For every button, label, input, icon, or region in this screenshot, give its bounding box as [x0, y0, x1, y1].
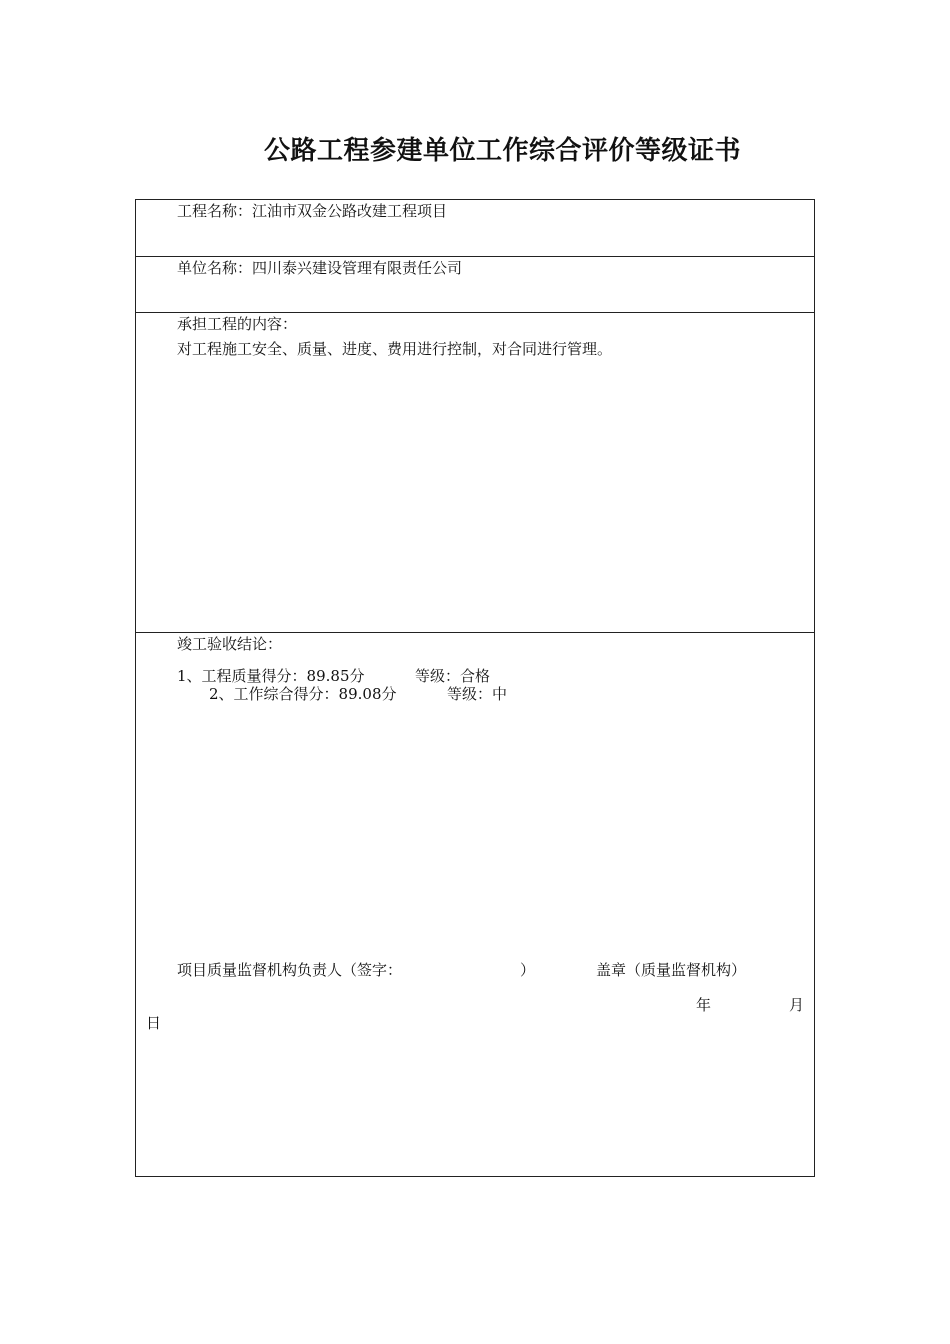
signature-close: ） — [520, 961, 536, 979]
unit-name-label: 单位名称： — [177, 259, 253, 277]
project-name-row — [136, 200, 814, 257]
page-title: 公路工程参建单位工作综合评价等级证书 — [263, 136, 741, 166]
conclusion-row — [136, 633, 814, 1176]
quality-score: 1、工程质量得分：89.85分 — [177, 667, 365, 685]
quality-grade: 等级：合格 — [415, 667, 491, 685]
conclusion-label: 竣工验收结论： — [177, 635, 283, 653]
unit-name-row — [136, 257, 814, 313]
date-month: 月 — [789, 996, 805, 1014]
project-name-value: 江油市双金公路改建工程项目 — [252, 202, 448, 220]
date-year: 年 — [696, 996, 712, 1014]
project-name-label: 工程名称： — [177, 202, 253, 220]
scope-text: 对工程施工安全、质量、进度、费用进行控制，对合同进行管理。 — [177, 340, 613, 358]
supervisor-signature: 项目质量监督机构负责人（签字： — [177, 961, 403, 979]
certificate-form — [135, 199, 815, 1177]
seal-text: 盖章（质量监督机构） — [596, 961, 747, 979]
scope-label: 承担工程的内容： — [177, 315, 298, 333]
scope-row — [136, 313, 814, 633]
unit-name-value: 四川泰兴建设管理有限责任公司 — [252, 259, 463, 277]
work-grade: 等级：中 — [447, 685, 508, 703]
work-score: 2、工作综合得分：89.08分 — [209, 685, 397, 703]
date-day: 日 — [146, 1014, 162, 1032]
